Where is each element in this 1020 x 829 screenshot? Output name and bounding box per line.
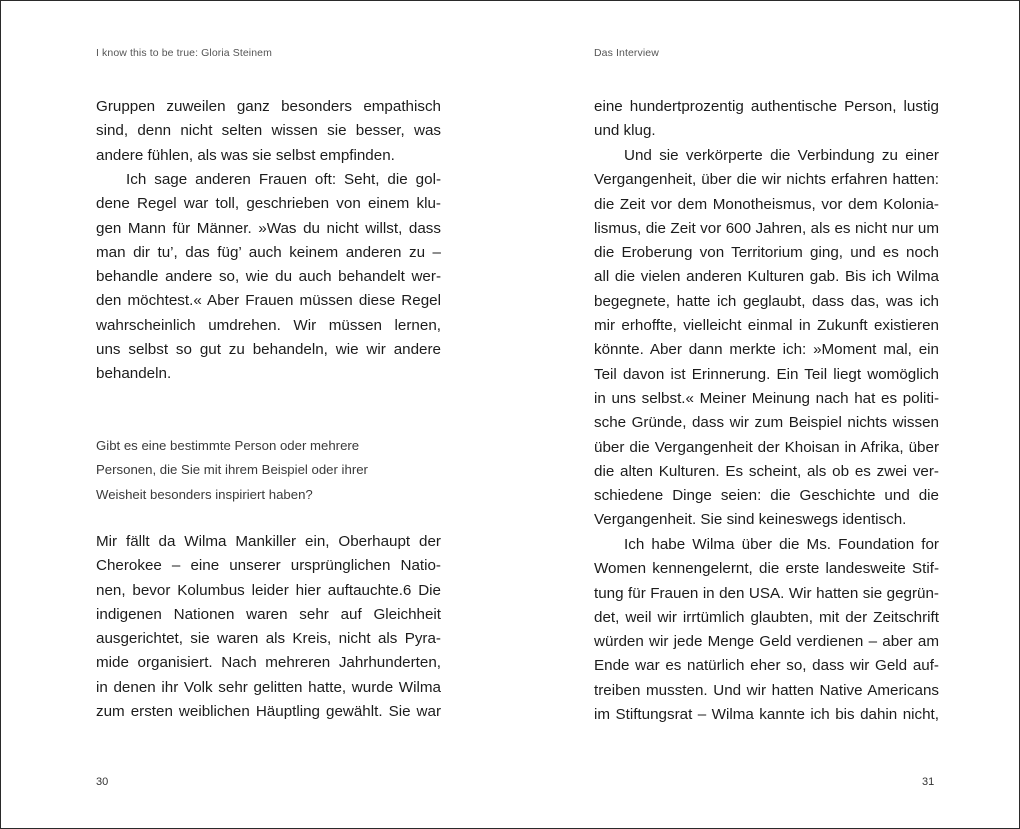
text-line: in uns selbst.« Meiner Meinung nach hat es politi- [594, 389, 939, 407]
question-line: Gibt es eine bestimmte Person oder mehrere [96, 438, 360, 453]
right-paragraph-1 [594, 95, 939, 144]
text-line: Women kennengelernt, die erste landesweite Stif- [594, 560, 939, 578]
text-line: die Zeit vor dem Monotheismus, vor dem Kolonia- [594, 195, 939, 213]
text-line: behandle andere so, wie du auch behandelt wer- [96, 268, 441, 286]
text-line: man dir tu’, das füg’ auch keinem anderen zu – [96, 243, 441, 261]
interview-question [96, 434, 441, 507]
text-line: ausgerichtet, sie waren als Kreis, nicht als Pyra- [96, 630, 441, 648]
text-line: uns selbst so gut zu behandeln, wie wir andere [96, 341, 441, 359]
left-page [1, 1, 510, 828]
text-line: behandeln. [96, 365, 172, 383]
text-line: Cherokee – eine unserer ursprünglichen Natio- [96, 557, 441, 575]
text-line: Gruppen zuweilen ganz besonders empathisch [96, 98, 441, 115]
text-line: wahrscheinlich umdrehen. Wir müssen lernen, [96, 316, 441, 334]
text-line: tung für Frauen in den USA. Wir hatten sie gegrün- [594, 584, 939, 602]
text-line: im Stiftungsrat – Wilma kannte ich bis dahin nicht, [594, 706, 939, 724]
text-line: nen, bevor Kolumbus leider hier auftauchte.6 Die [96, 581, 441, 599]
text-line: eine hundertprozentig authentische Person, lustig [594, 98, 939, 115]
text-line: mir erhoffte, vielleicht einmal in Zukunft existieren [594, 317, 939, 335]
text-line: zum ersten weiblichen Häuptling gewählt. Sie war [96, 703, 441, 721]
text-line: in denen ihr Volk sehr gelitten hatte, wurde Wilma [96, 678, 441, 696]
text-line: begegnete, hatte ich geglaubt, dass das, was ich [594, 292, 939, 310]
text-line: gen Mann für Männer. »Was du nicht willst, dass [96, 219, 441, 237]
text-line: Mir fällt da Wilma Mankiller ein, Oberhaupt der [96, 533, 441, 550]
text-line: über die Vergangenheit der Khoisan in Afrika, über [594, 438, 939, 456]
text-line: det, weil wir irrtümlich glaubten, mit der Zeitschrift [594, 608, 939, 626]
text-line: andere fühlen, als was sie selbst empfinden. [96, 146, 395, 164]
text-line: Vergangenheit, über die wir nichts erfahren hatten: [594, 171, 939, 189]
text-line: Und sie verkörperte die Verbindung zu einer [624, 147, 939, 164]
text-line: und klug. [594, 122, 656, 140]
page-number-left: 30 [96, 776, 109, 788]
left-paragraph-1 [96, 95, 441, 168]
text-line: sind, denn nicht selten wissen sie besser, was [96, 122, 441, 140]
text-line: Ich sage anderen Frauen oft: Seht, die gol- [126, 171, 441, 188]
text-line: die Eroberung von Territorium ging, und es noch [594, 244, 939, 262]
right-paragraph-2 [594, 144, 939, 533]
right-paragraph-3 [594, 533, 939, 727]
text-line: indigenen Nationen waren sehr auf Gleichheit [96, 605, 441, 623]
left-paragraph-3 [96, 530, 441, 724]
question-line: Personen, die Sie mit ihrem Beispiel oder ihrer [96, 462, 368, 478]
text-line: Ich habe Wilma über die Ms. Foundation for [624, 536, 939, 553]
question-line: Weisheit besonders inspiriert haben? [96, 486, 313, 502]
text-line: dene Regel war toll, geschrieben von einem klu- [96, 195, 441, 213]
text-line: treiben mussten. Und wir hatten Native Americans [594, 681, 939, 699]
left-paragraph-2 [96, 168, 441, 387]
text-line: all die vielen anderen Kulturen gab. Bis ich Wilma [594, 268, 939, 286]
page-number-right: 31 [922, 776, 935, 788]
text-line: sche Gründe, dass wir zum Beispiel nichts wissen [594, 414, 939, 432]
running-head-left: I know this to be true: Gloria Steinem [96, 47, 272, 59]
text-line: Teil davon ist Erinnerung. Ein Teil liegt womöglich [594, 365, 939, 383]
running-head-right: Das Interview [594, 47, 659, 59]
text-line: schiedene Dinge seien: die Geschichte und die [594, 487, 939, 505]
text-line: Vergangenheit. Sie sind keineswegs identisch. [594, 511, 907, 529]
right-page [510, 1, 1019, 828]
text-line: den möchtest.« Aber Frauen müssen diese Regel [96, 292, 441, 310]
text-line: Ende war es natürlich eher so, dass wir Geld auf- [594, 657, 939, 675]
text-line: mide organisiert. Nach mehreren Jahrhunderten, [96, 654, 441, 672]
text-line: die alten Kulturen. Es scheint, als ob es zwei ver- [594, 462, 939, 480]
text-line: lismus, die Zeit vor 600 Jahren, als es nicht nur um [594, 219, 939, 237]
text-line: würden wir jede Menge Geld verdienen – aber am [594, 633, 939, 651]
text-line: könnte. Aber dann merkte ich: »Moment mal, ein [594, 341, 939, 359]
